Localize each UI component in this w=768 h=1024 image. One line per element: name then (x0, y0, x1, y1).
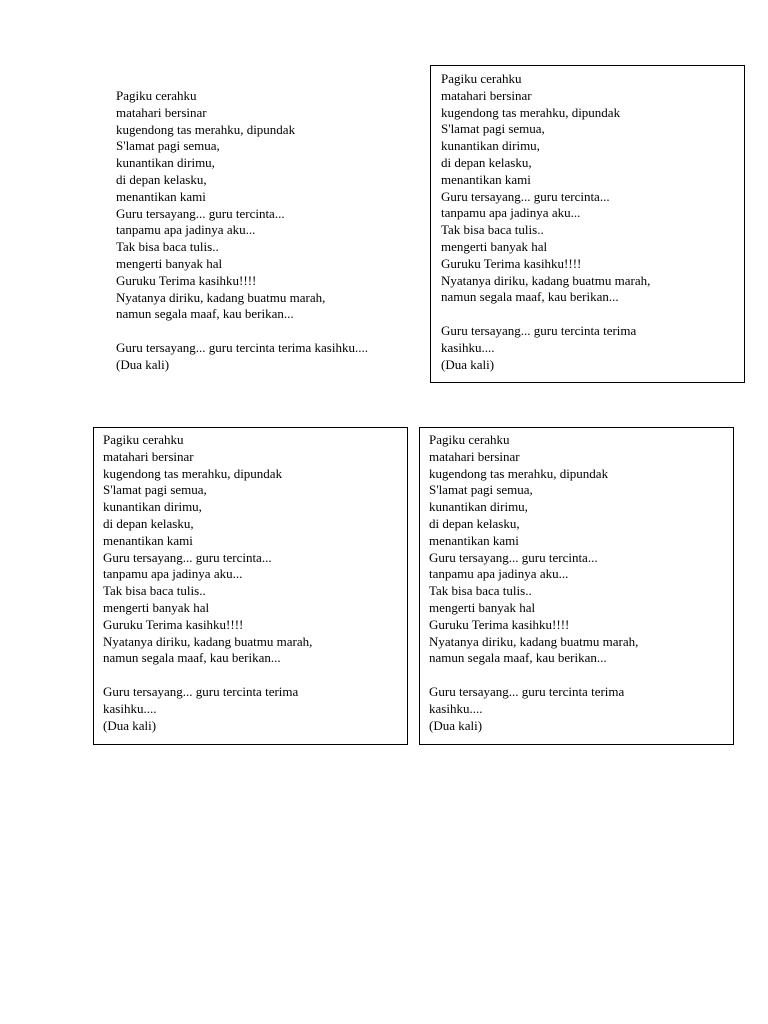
poem-text-box (93, 427, 408, 745)
poem-line: di depan kelasku, (116, 171, 207, 187)
poem-line: S'lamat pagi semua, (116, 138, 220, 154)
poem-line: namun segala maaf, kau berikan... (116, 306, 294, 322)
poem-line: di depan kelasku, (441, 154, 532, 170)
poem-line: di depan kelasku, (429, 515, 520, 531)
poem-line: Pagiku cerahku (116, 88, 197, 103)
poem-line: menantikan kami (441, 171, 531, 187)
poem-line: matahari bersinar (116, 104, 207, 120)
poem-line: Guruku Terima kasihku!!!! (116, 272, 257, 288)
poem-line: kunantikan dirimu, (429, 499, 528, 515)
poem-line: (Dua kali) (116, 356, 170, 372)
poem-line: kasihku.... (441, 339, 495, 355)
poem-line: Pagiku cerahku (429, 432, 510, 447)
poem-line: S'lamat pagi semua, (429, 482, 533, 498)
poem-line: mengerti banyak hal (103, 599, 210, 615)
poem-text-block (116, 88, 416, 388)
poem-line: kunantikan dirimu, (116, 155, 215, 171)
poem-line: mengerti banyak hal (429, 599, 536, 615)
poem-line: Guruku Terima kasihku!!!! (441, 255, 582, 271)
poem-line: Guru tersayang... guru tercinta terima kasihku.... (116, 339, 368, 355)
poem-line: matahari bersinar (429, 448, 520, 464)
poem-line: Nyatanya diriku, kadang buatmu marah, (441, 272, 651, 288)
poem-line (429, 667, 733, 684)
poem-line: matahari bersinar (103, 448, 194, 464)
poem-line: Guruku Terima kasihku!!!! (103, 616, 244, 632)
poem-line (441, 306, 744, 323)
poem-line: kunantikan dirimu, (441, 138, 540, 154)
poem-line: Nyatanya diriku, kadang buatmu marah, (103, 633, 313, 649)
poem-line: kugendong tas merahku, dipundak (429, 465, 609, 481)
poem-line: mengerti banyak hal (116, 255, 223, 271)
poem-line: kugendong tas merahku, dipundak (116, 121, 296, 137)
poem-line: Guru tersayang... guru tercinta terima (441, 322, 637, 338)
poem-line: Tak bisa baca tulis.. (441, 222, 544, 238)
poem-line: Guruku Terima kasihku!!!! (429, 616, 570, 632)
poem-line: tanpamu apa jadinya aku... (441, 205, 581, 221)
poem-line: Pagiku cerahku (103, 432, 184, 447)
poem-line: Guru tersayang... guru tercinta terima (103, 683, 299, 699)
poem-line: Tak bisa baca tulis.. (103, 583, 206, 599)
poem-line: kugendong tas merahku, dipundak (103, 465, 283, 481)
poem-line: (Dua kali) (103, 717, 157, 733)
poem-line: S'lamat pagi semua, (103, 482, 207, 498)
poem-line: Guru tersayang... guru tercinta... (116, 205, 285, 221)
poem-line: namun segala maaf, kau berikan... (441, 289, 619, 305)
poem-line: Pagiku cerahku (441, 71, 522, 86)
poem-line (103, 667, 407, 684)
poem-line: matahari bersinar (441, 87, 532, 103)
poem-line: (Dua kali) (429, 717, 483, 733)
poem-line: (Dua kali) (441, 356, 495, 372)
poem-line: tanpamu apa jadinya aku... (429, 566, 569, 582)
poem-line: mengerti banyak hal (441, 238, 548, 254)
poem-line (116, 323, 416, 340)
poem-text-box (430, 65, 745, 383)
poem-line: tanpamu apa jadinya aku... (116, 222, 256, 238)
poem-line: menantikan kami (429, 532, 519, 548)
poem-line: Guru tersayang... guru tercinta terima (429, 683, 625, 699)
poem-line: namun segala maaf, kau berikan... (103, 650, 281, 666)
poem-line: kugendong tas merahku, dipundak (441, 104, 621, 120)
poem-text-box (419, 427, 734, 745)
poem-line: namun segala maaf, kau berikan... (429, 650, 607, 666)
poem-line: tanpamu apa jadinya aku... (103, 566, 243, 582)
poem-line: menantikan kami (116, 188, 206, 204)
poem-line: Tak bisa baca tulis.. (429, 583, 532, 599)
poem-line: S'lamat pagi semua, (441, 121, 545, 137)
poem-line: Tak bisa baca tulis.. (116, 239, 219, 255)
poem-line: Guru tersayang... guru tercinta... (103, 549, 272, 565)
poem-line: menantikan kami (103, 532, 193, 548)
poem-line: Guru tersayang... guru tercinta... (429, 549, 598, 565)
poem-line: Nyatanya diriku, kadang buatmu marah, (116, 289, 326, 305)
poem-line: kasihku.... (429, 700, 483, 716)
poem-line: kunantikan dirimu, (103, 499, 202, 515)
poem-line: Guru tersayang... guru tercinta... (441, 188, 610, 204)
poem-line: Nyatanya diriku, kadang buatmu marah, (429, 633, 639, 649)
poem-line: di depan kelasku, (103, 515, 194, 531)
poem-line: kasihku.... (103, 700, 157, 716)
